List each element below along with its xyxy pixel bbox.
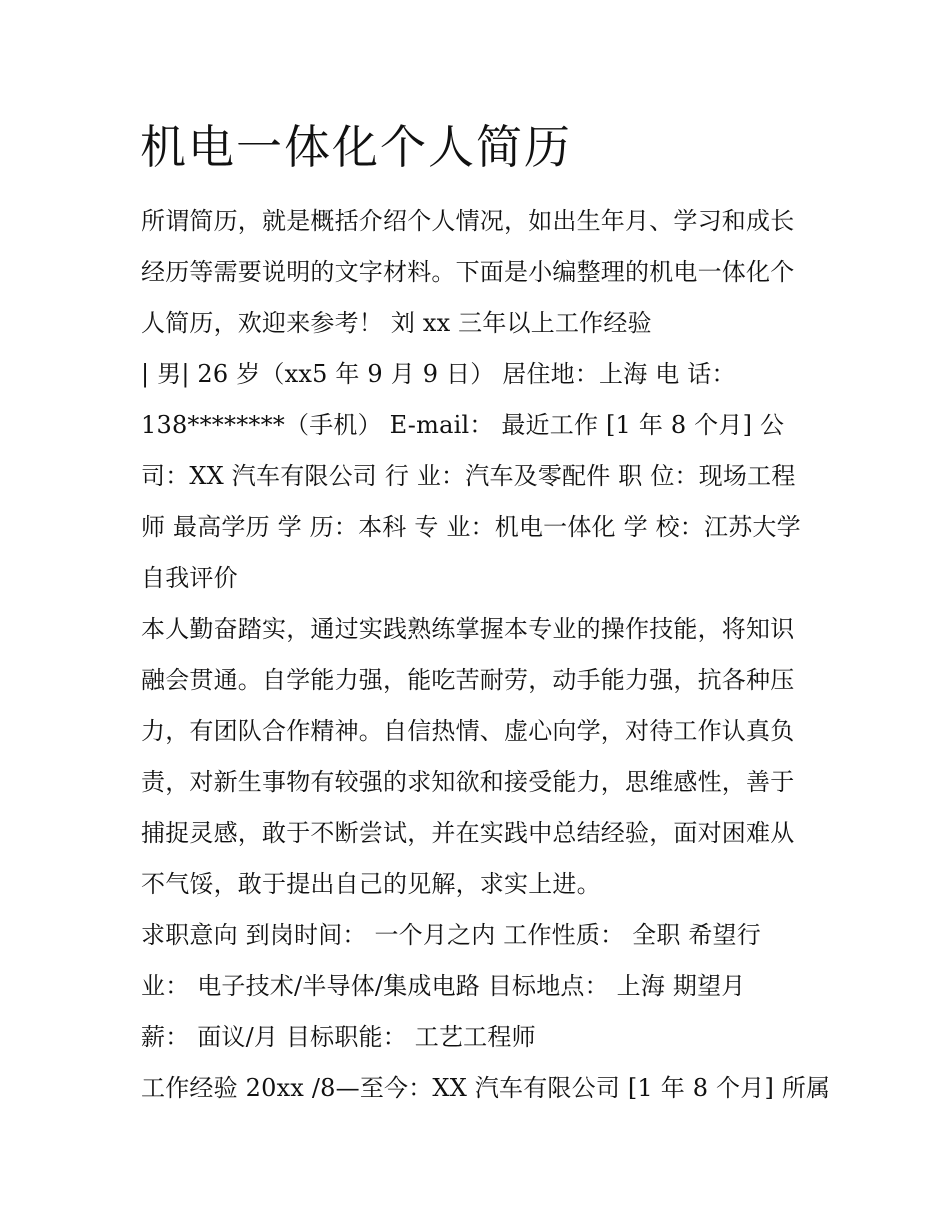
personal-info-line-2: 138********（手机） E-mail： 最近工作 [1 年 8 个月] 公: [141, 411, 785, 439]
self-evaluation-heading: 自我评价: [141, 564, 238, 592]
job-intention-line-1: 求职意向 到岗时间： 一个月之内 工作性质： 全职 希望行: [141, 921, 761, 949]
job-intention-line-3: 薪： 面议/月 目标职能： 工艺工程师: [141, 1023, 536, 1051]
personal-info-line-3: 司：XX 汽车有限公司 行 业：汽车及零配件 职 位：现场工程: [141, 462, 796, 490]
self-evaluation-line-2: 融会贯通。自学能力强，能吃苦耐劳，动手能力强，抗各种压: [141, 666, 795, 694]
intro-line-3: 人简历，欢迎来参考！ 刘 xx 三年以上工作经验: [141, 309, 652, 337]
self-evaluation-line-6: 不气馁，敢于提出自己的见解，求实上进。: [141, 870, 601, 898]
intro-line-2: 经历等需要说明的文字材料。下面是小编整理的机电一体化个: [141, 258, 795, 286]
job-intention-line-2: 业： 电子技术/半导体/集成电路 目标地点： 上海 期望月: [141, 972, 746, 1000]
work-experience-line-1: 工作经验 20xx /8—至今：XX 汽车有限公司 [1 年 8 个月] 所属: [141, 1074, 831, 1102]
intro-line-1: 所谓简历，就是概括介绍个人情况，如出生年月、学习和成长: [141, 207, 795, 235]
document-title: 机电一体化个人简历: [140, 120, 572, 174]
self-evaluation-line-1: 本人勤奋踏实，通过实践熟练掌握本专业的操作技能，将知识: [141, 615, 795, 643]
self-evaluation-line-5: 捕捉灵感，敢于不断尝试，并在实践中总结经验，面对困难从: [141, 819, 795, 847]
self-evaluation-line-4: 责，对新生事物有较强的求知欲和接受能力，思维感性，善于: [141, 768, 795, 796]
personal-info-line-1: | 男| 26 岁（xx5 年 9 月 9 日） 居住地：上海 电 话：: [141, 360, 736, 388]
personal-info-line-4: 师 最高学历 学 历：本科 专 业：机电一体化 学 校：江苏大学: [141, 513, 801, 541]
self-evaluation-line-3: 力，有团队合作精神。自信热情、虚心向学，对待工作认真负: [141, 717, 795, 745]
